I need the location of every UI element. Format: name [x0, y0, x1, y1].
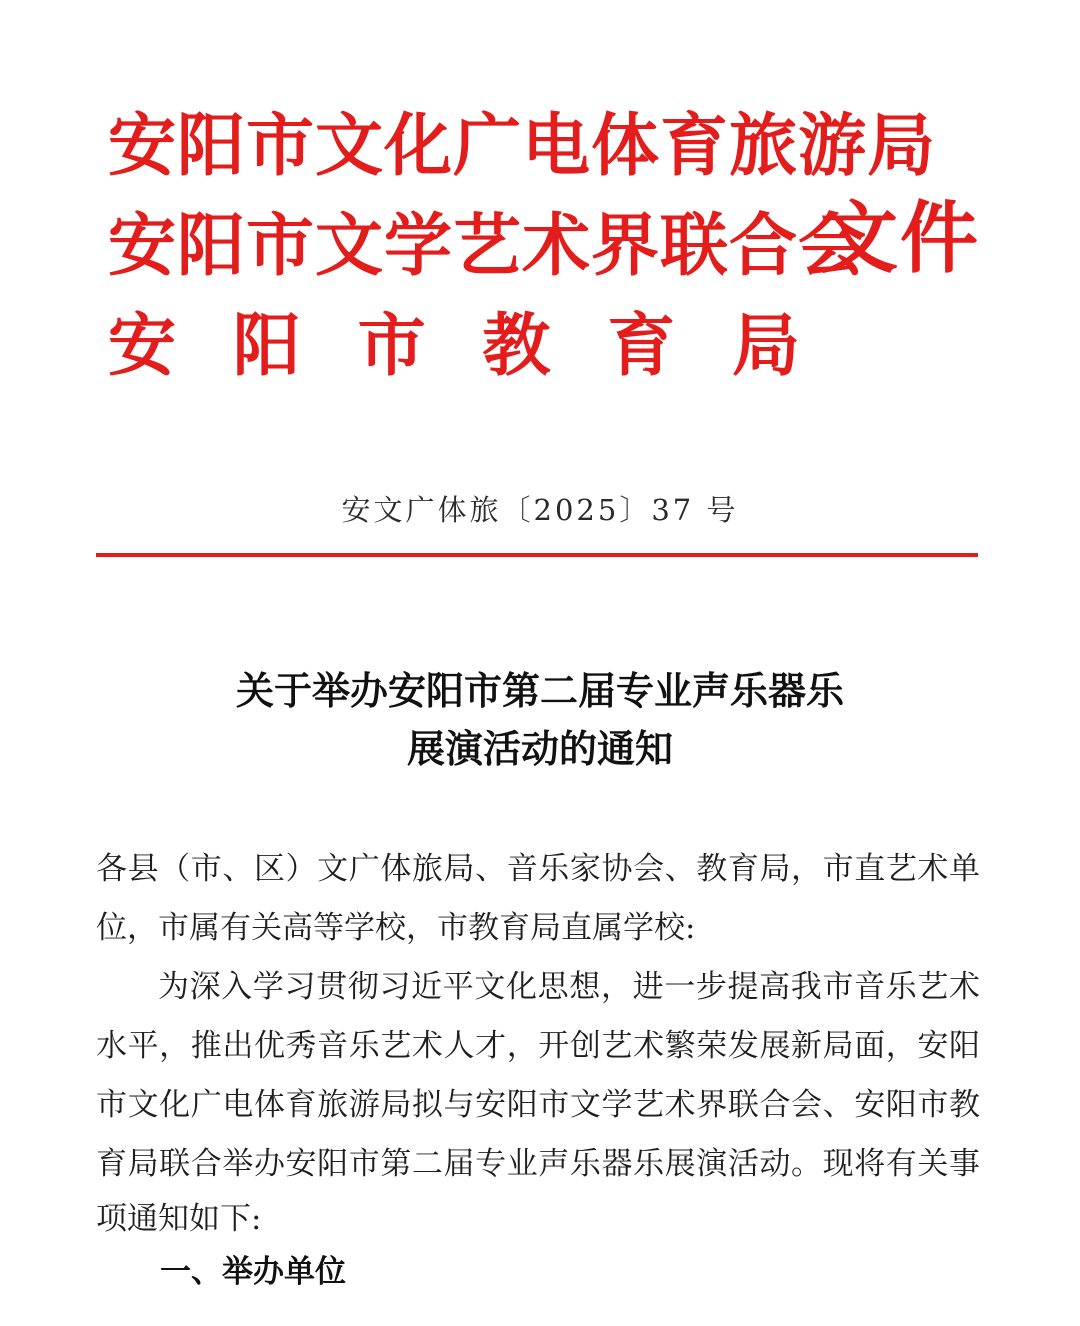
document-type-label: 文件 — [820, 194, 981, 284]
paragraph-1-line-1: 为深入学习贯彻习近平文化思想，进一步提高我市音乐艺术 — [158, 969, 980, 1005]
section-1-heading: 一、举办单位 — [160, 1254, 346, 1290]
addressee-line-1: 各县（市、区）文广体旅局、音乐家协会、教育局，市直艺术单 — [96, 851, 980, 887]
notice-title-line-1: 关于举办安阳市第二届专业声乐器乐 — [235, 668, 844, 713]
document-number: 安文广体旅〔2025〕37 号 — [341, 493, 739, 527]
paragraph-1-line-5: 项通知如下: — [96, 1201, 262, 1237]
issuer-education-bureau-char: 局 — [731, 306, 800, 386]
issuer-education-bureau-char: 市 — [357, 306, 426, 386]
issuer-education-bureau-char: 育 — [607, 306, 676, 386]
red-divider-line — [96, 553, 978, 557]
paragraph-1-line-2: 水平，推出优秀音乐艺术人才，开创艺术繁荣发展新局面，安阳 — [96, 1028, 980, 1064]
issuer-education-bureau — [108, 306, 800, 386]
document-header — [108, 100, 988, 390]
notice-title-line-2: 展演活动的通知 — [406, 726, 673, 771]
issuer-culture-bureau: 安阳市文化广电体育旅游局 — [108, 106, 937, 186]
issuer-education-bureau-char: 教 — [482, 306, 551, 386]
issuer-education-bureau-char: 安 — [108, 306, 177, 386]
paragraph-1-line-4: 育局联合举办安阳市第二届专业声乐器乐展演活动。现将有关事 — [96, 1146, 980, 1182]
paragraph-1-line-3: 市文化广电体育旅游局拟与安阳市文学艺术界联合会、安阳市教 — [96, 1087, 980, 1123]
issuer-arts-federation: 安阳市文学艺术界联合会 — [108, 206, 868, 286]
issuer-education-bureau-char: 阳 — [232, 306, 301, 386]
addressee-line-2: 位，市属有关高等学校，市教育局直属学校: — [96, 910, 696, 946]
